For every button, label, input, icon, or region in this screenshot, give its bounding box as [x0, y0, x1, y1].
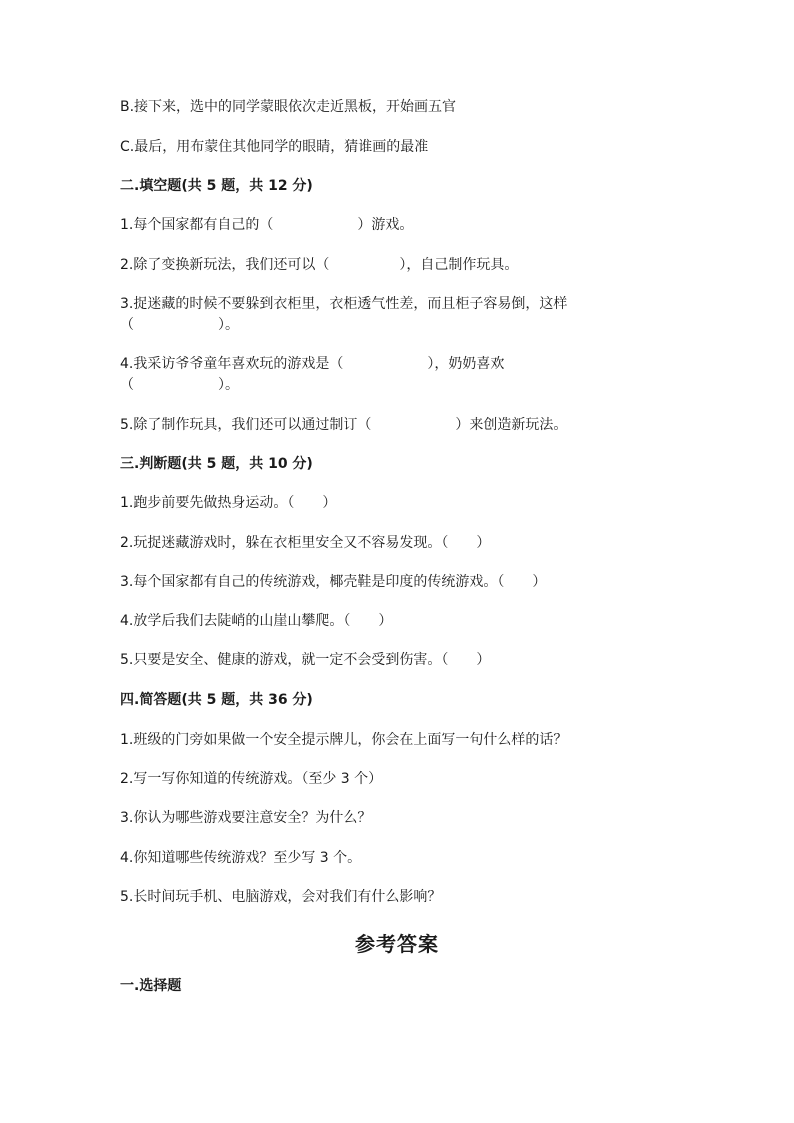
- section-2-heading: 二.填空题(共 5 题，共 12 分): [120, 178, 313, 194]
- true-false-q1: 1.跑步前要先做热身运动。（ ）: [120, 495, 337, 511]
- section-4-heading: 四.简答题(共 5 题，共 36 分): [120, 692, 313, 708]
- fill-blank-q3-line2: （ ）。: [120, 317, 239, 333]
- true-false-q3: 3.每个国家都有自己的传统游戏，椰壳鞋是印度的传统游戏。（ ）: [120, 574, 547, 590]
- fill-blank-q1: 1.每个国家都有自己的（ ）游戏。: [120, 217, 414, 233]
- answer-key-title: 参考答案: [355, 932, 439, 956]
- fill-blank-q3-line1: 3.捉迷藏的时候不要躲到衣柜里，衣柜透气性差，而且柜子容易倒，这样: [120, 296, 568, 312]
- fill-blank-q4-line1: 4.我采访爷爷童年喜欢玩的游戏是（ ），奶奶喜欢: [120, 356, 505, 372]
- true-false-q2: 2.玩捉迷藏游戏时，躲在衣柜里安全又不容易发现。（ ）: [120, 535, 491, 551]
- section-3-heading: 三.判断题(共 5 题，共 10 分): [120, 456, 313, 472]
- short-answer-q2: 2.写一写你知道的传统游戏。（至少 3 个）: [120, 771, 383, 787]
- short-answer-q1: 1.班级的门旁如果做一个安全提示牌儿，你会在上面写一句什么样的话？: [120, 732, 568, 748]
- true-false-q4: 4.放学后我们去陡峭的山崖山攀爬。（ ）: [120, 613, 393, 629]
- fill-blank-q4-line2: （ ）。: [120, 377, 239, 393]
- option-b: B.接下来，选中的同学蒙眼依次走近黑板，开始画五官: [120, 99, 457, 115]
- fill-blank-q2: 2.除了变换新玩法，我们还可以（ ），自己制作玩具。: [120, 257, 519, 273]
- true-false-q5: 5.只要是安全、健康的游戏，就一定不会受到伤害。（ ）: [120, 652, 491, 668]
- option-c: C.最后，用布蒙住其他同学的眼睛，猜谁画的最准: [120, 139, 429, 155]
- fill-blank-q5: 5.除了制作玩具，我们还可以通过制订（ ）来创造新玩法。: [120, 417, 568, 433]
- short-answer-q5: 5.长时间玩手机、电脑游戏，会对我们有什么影响？: [120, 889, 442, 905]
- short-answer-q4: 4.你知道哪些传统游戏？至少写 3 个。: [120, 850, 362, 866]
- answer-section-1-heading: 一.选择题: [120, 978, 182, 994]
- short-answer-q3: 3.你认为哪些游戏要注意安全？为什么？: [120, 810, 372, 826]
